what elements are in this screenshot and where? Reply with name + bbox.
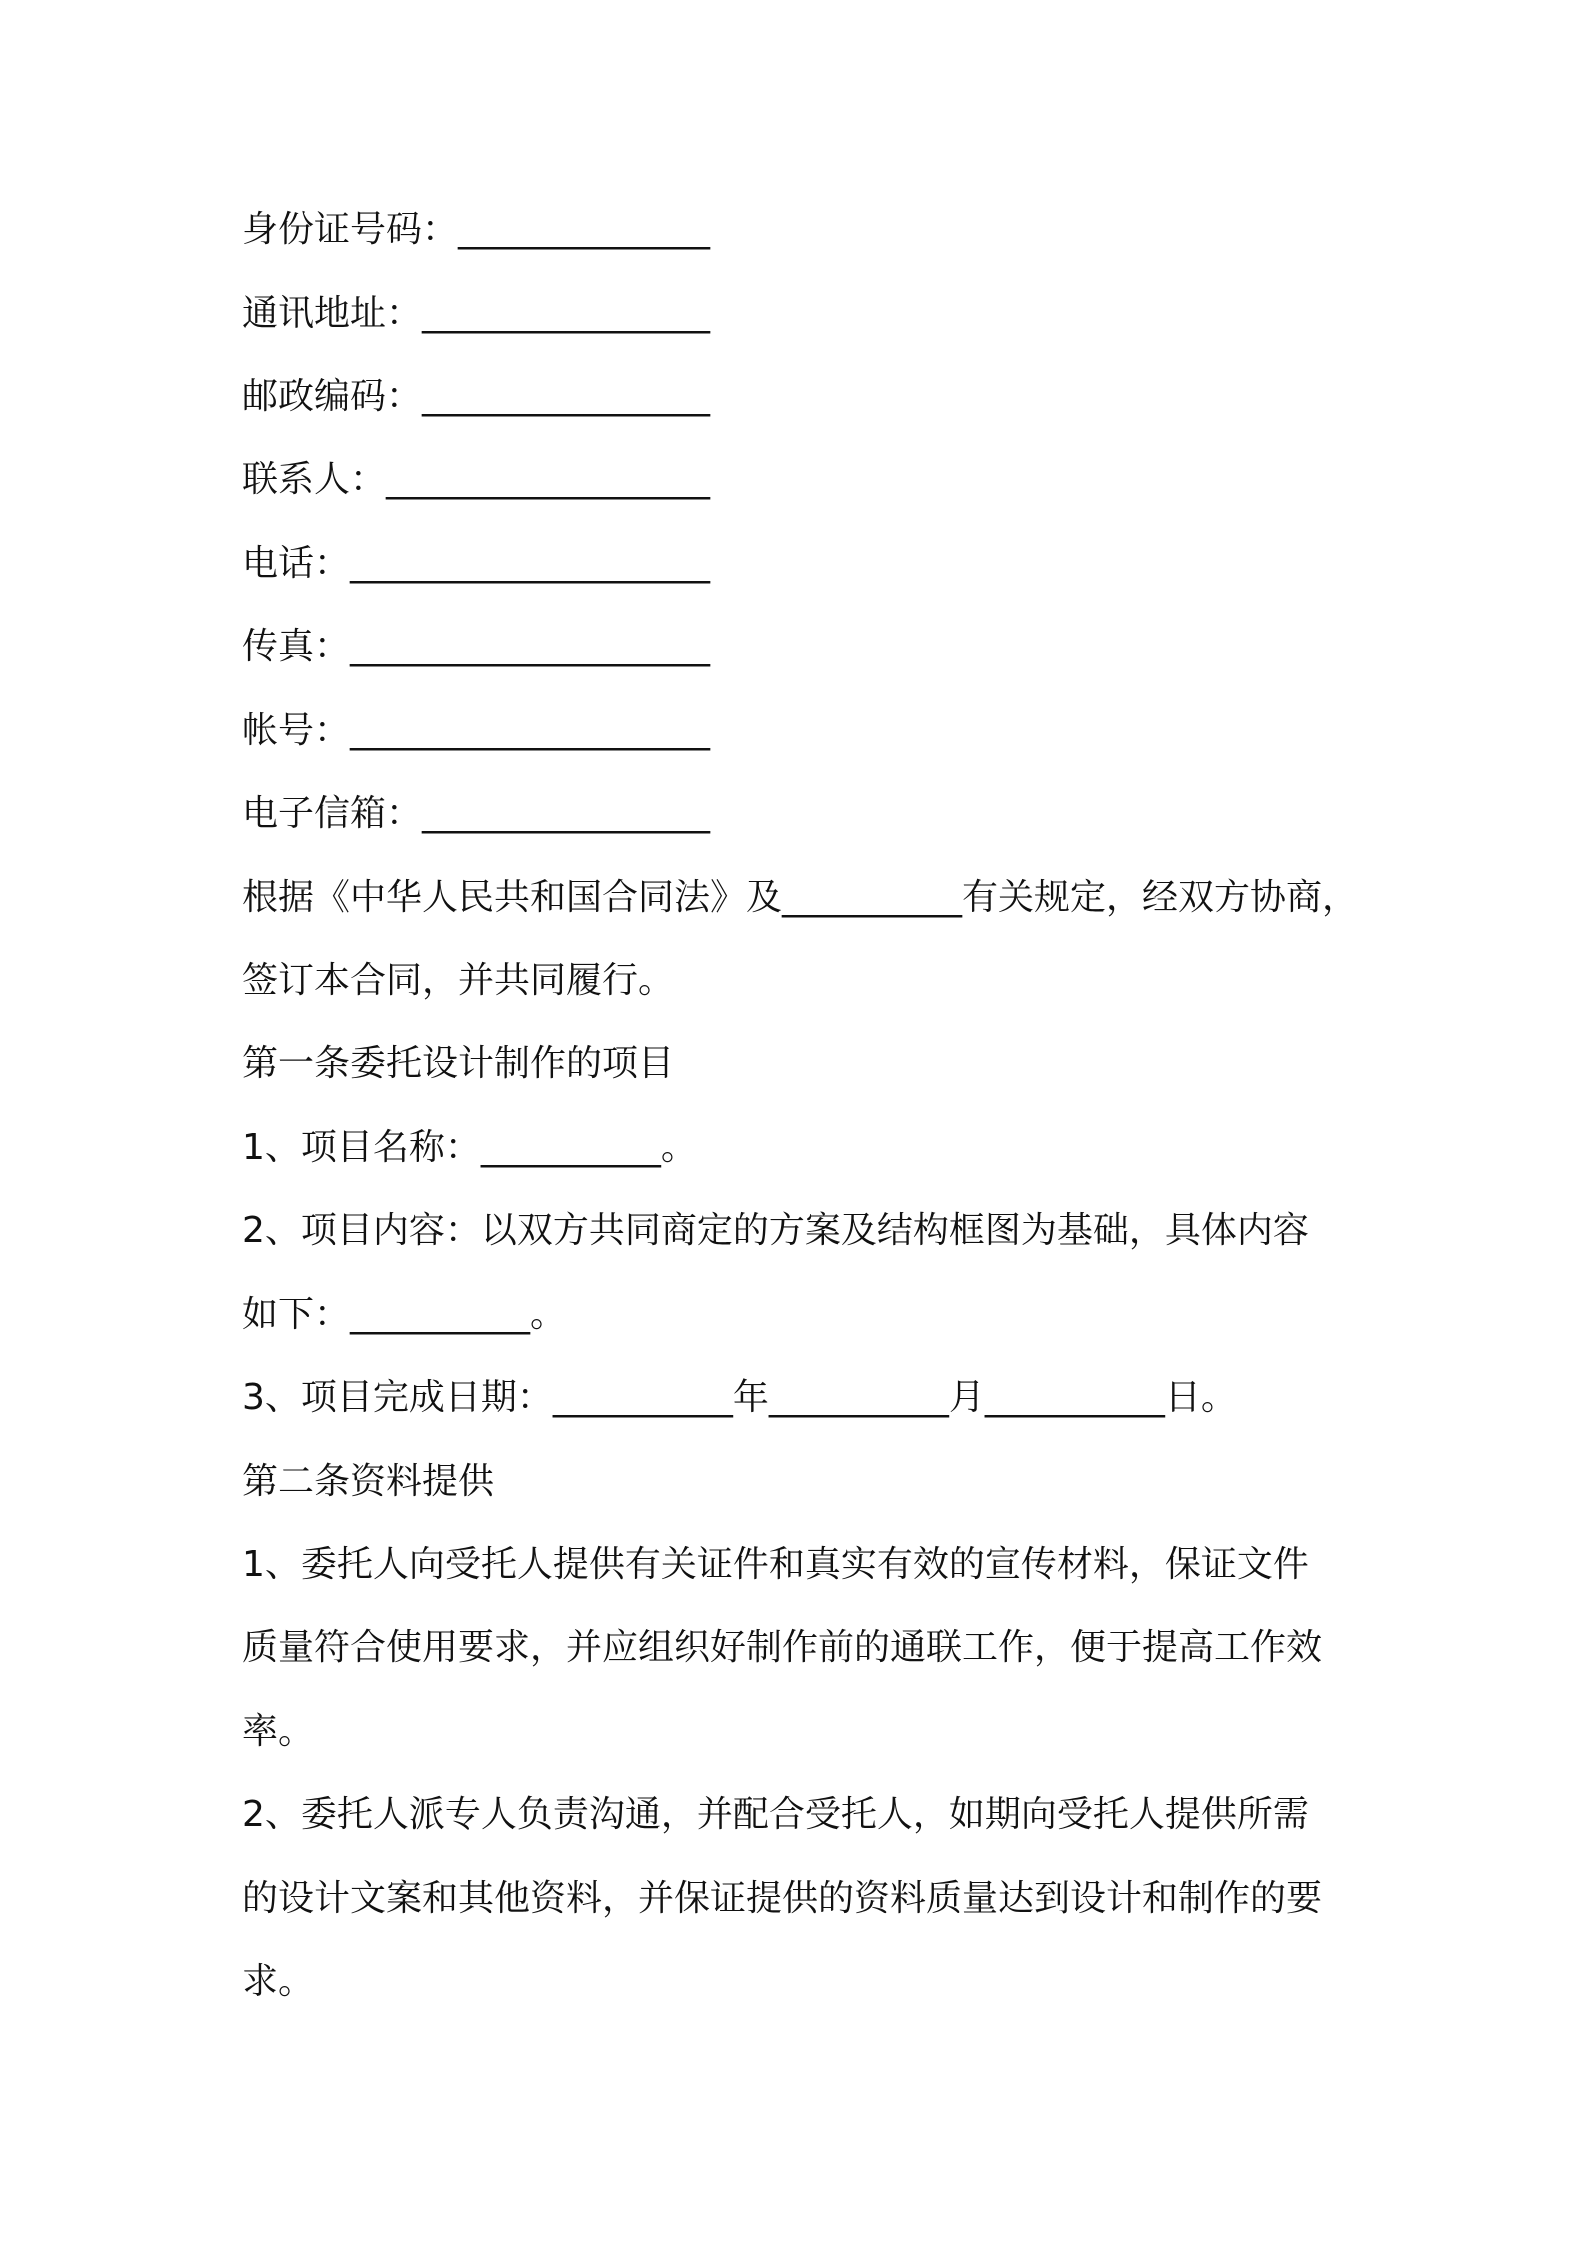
field-fax: 传真：____________________ [242,626,711,667]
field-postal-code: 邮政编码：________________ [242,376,711,417]
article-1-title: 第一条委托设计制作的项目 [242,1043,675,1084]
preamble-line-2: 签订本合同，并共同履行。 [242,960,675,1001]
article-2-title: 第二条资料提供 [242,1461,495,1502]
article-1-item-2-line-2: 如下：__________。 [242,1294,567,1335]
article-1-item-3: 3、项目完成日期：__________年__________月__________日。 [242,1377,1237,1418]
article-2-item-2-line-2: 的设计文案和其他资料，并保证提供的资料质量达到设计和制作的要 [242,1878,1323,1919]
field-account: 帐号：____________________ [242,710,711,751]
article-1-item-1: 1、项目名称：__________。 [242,1127,697,1168]
field-contact: 联系人：__________________ [242,459,711,500]
article-2-item-2-line-3: 求。 [242,1961,315,2002]
article-2-item-1-line-1: 1、委托人向受托人提供有关证件和真实有效的宣传材料，保证文件 [242,1544,1309,1585]
field-address: 通讯地址：________________ [242,293,711,334]
preamble-line-1: 根据《中华人民共和国合同法》及__________有关规定，经双方协商， [242,877,1359,918]
field-email: 电子信箱：________________ [242,793,711,834]
field-id-number: 身份证号码：______________ [242,209,711,250]
article-2-item-1-line-3: 率。 [242,1711,315,1752]
field-phone: 电话：____________________ [242,543,711,584]
article-2-item-2-line-1: 2、委托人派专人负责沟通，并配合受托人，如期向受托人提供所需 [242,1794,1309,1835]
article-2-item-1-line-2: 质量符合使用要求，并应组织好制作前的通联工作，便于提高工作效 [242,1627,1323,1668]
article-1-item-2-line-1: 2、项目内容：以双方共同商定的方案及结构框图为基础，具体内容 [242,1210,1309,1251]
